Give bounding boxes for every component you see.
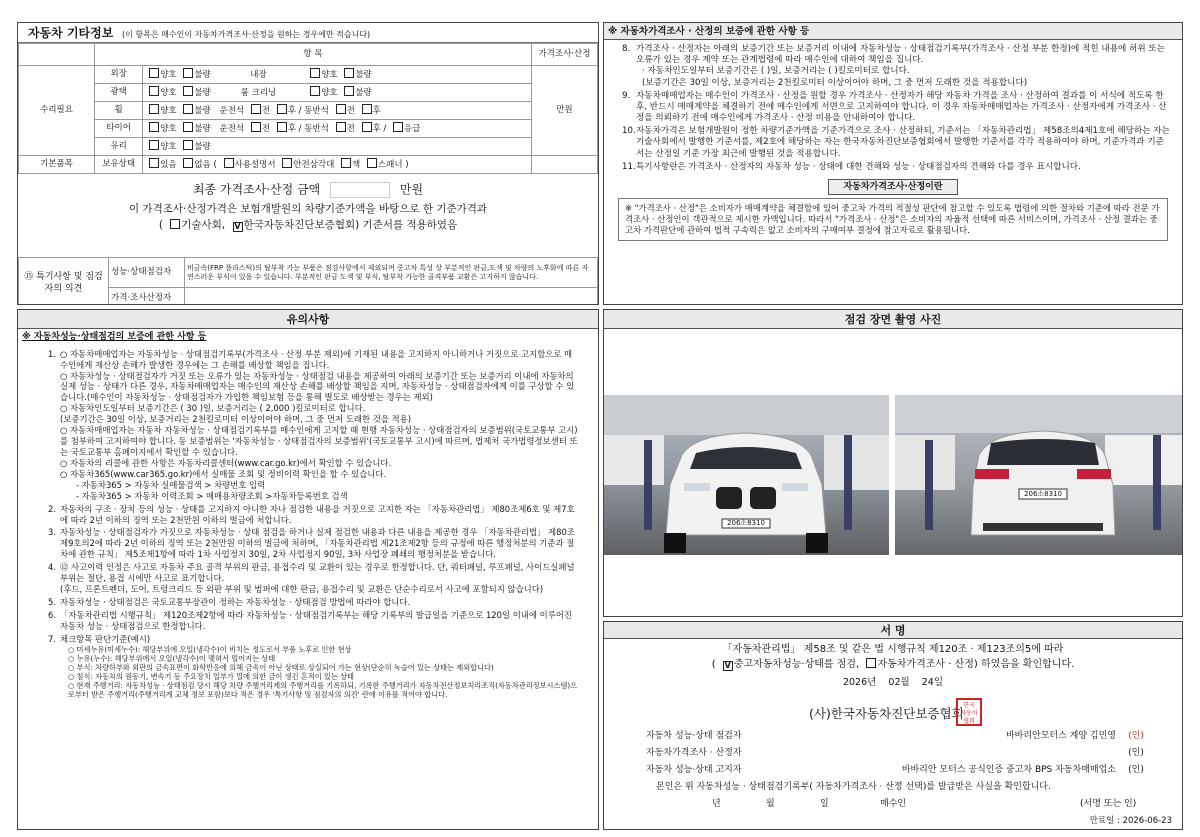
- inspector-label: 성능·상태점검자: [109, 258, 185, 288]
- note-item-3: 3. 자동차성능 · 상태점검자가 거짓으로 자동차성능 · 상태 점검을 하거나 실제 점검한 내용과 다른 내용을 제공한 경우 「자동차관리법」 제80조제9호의2에 따라 2년 이하의 징역 또는 2천만원 이하의 벌금에 처하며, 「자동차관리법 제21조제2항 등의 규정에 따른 행정처분의 기준과 절차에 관한 규칙」 제5조제1항에 따라 1차 사업정지 30일, 2차 사업정지 90일, 3차 사업장 폐쇄의 행정처분을 받습니다.: [48, 527, 575, 560]
- final-amount-row: 최종 가격조사·산정 금액 만원: [192, 182, 424, 197]
- exterior-bad-checkbox[interactable]: [183, 68, 193, 78]
- note-item-4: 4. ⑫ 사고이력 인정은 사고로 자동차 주요 골격 부위의 판금, 용접수리 및 교환이 있는 경우로 한정합니다. 단, 쿼터패널, 루프패널, 사이드실패널 부위는 절단, 용접 시에만 사고로 표기합니다. (후드, 프론트펜더, 도어, 트렁크리드 등 외판 부위 및 범퍼에 대한 판금, 용접수리 및 교환은 단순수리로서 사고에 포함되지 않습니다): [48, 562, 575, 595]
- sign-rows: 자동차 성능·상태 점검자 바바리안모터스 계양 김민영 (인) 자동차가격조사 · 산정자 (인) 자동차 성능·상태 고지자 바바리안 모터스 공식인증 중고차 BPS 자동차매매업소 (인) 본인은 위 자동차성능 · 상태점검기록부( 자동차가격조사 · 산정 선택)를 발급받은 사실을 확인합니다. 년 월 일 매수인 (서명 또는 인): [646, 728, 1166, 813]
- gloss-bad-checkbox[interactable]: [183, 86, 193, 96]
- row-gloss: 광택: [95, 84, 143, 102]
- note-item-5: 5. 자동차성능 · 상태점검은 국토교통부장관이 정하는 자동차성능 · 상태점검 방법에 따라야 합니다.: [48, 596, 411, 607]
- row-exterior: 외장: [95, 66, 143, 84]
- triangle-checkbox[interactable]: [282, 158, 292, 168]
- notes-title: 유의사항: [18, 310, 598, 329]
- price-unit: 만원: [531, 66, 597, 156]
- guarantee-box-text: ※ "가격조사 · 산정"은 소비자가 매매계약을 체결함에 있어 중고차 가격의 적절성 판단에 참고할 수 있도록 법령에 의한 절차와 기준에 따라 전문 가격조사 · 산정인이 객관적으로 제시한 가액입니다. 따라서 "가격조사 · 산정"은 소비자의 자율적 선택에 따른 서비스이며, 가격조사 · 산정 결과는 중고차 가격판단에 관하여 법적 구속력은 없고 소비자의 구매여부 결정에 참고자료로 활용됩니다.: [618, 198, 1168, 241]
- note-item-2: 2. 자동차의 구조 · 장치 등의 성능 · 상태를 고지하지 아니한 자나 점검한 내용을 거짓으로 고지한 자는 「자동차관리법」 제80조제6호 및 제7호에 따라 2년 이하의 징역 또는 2천만원 이하의 벌금에 처합니다.: [48, 503, 575, 525]
- rear-photo: [895, 395, 1183, 555]
- guarantee-panel: [603, 22, 1183, 305]
- interior-bad-checkbox[interactable]: [344, 68, 354, 78]
- front-plate: 206소8310: [727, 519, 765, 527]
- special-notes-table: [18, 257, 598, 305]
- row-glass: 유리: [95, 138, 143, 156]
- holding-label: 보유상태: [95, 156, 143, 174]
- etc-info-subtitle: (이 항목은 매수인이 자동차가격조사·산정을 원하는 경우에만 적습니다): [122, 30, 371, 39]
- etc-info-title: 자동차 기타정보: [28, 26, 114, 40]
- front-photo: [604, 395, 889, 555]
- sign-date: 2026년 02월 24일: [842, 677, 944, 688]
- row-tire: 타이어: [95, 120, 143, 138]
- col-item-header: 항 목: [95, 44, 532, 66]
- guarantee-item-8: 8. 가격조사 · 산정자는 아래의 보증기간 또는 보증거리 이내에 자동차성능 · 상태점검기록부(가격조사 · 산정 부분 한정)에 적힌 내용에 허위 또는 오류가 있는 경우 계약 또는 관계법령에 따라 매수인에 대하여 책임을 집니다. · 자동차인도일부터 보증기간은 ( )일, 보증거리는 ( )킬로미터로 합니다. (보증기간은 30일 이상, 보증거리는 2천킬로미터 이상이어야 하며, 그 중 먼저 도래한 것을 적용합니다): [622, 44, 1165, 88]
- wheel-bad-checkbox[interactable]: [183, 104, 193, 114]
- interior-good-checkbox[interactable]: [310, 68, 320, 78]
- sign-org: (사)한국자동차진단보증협회: [809, 706, 964, 721]
- holding-have-checkbox[interactable]: [149, 158, 159, 168]
- note-item-7: 7. 체크항목 판단기준(예시) ○ 미세누유(미세누수): 해당부위에 오일(냉각수)이 비치는 정도로서 부품 노후로 인한 현상 ○ 누유(누수): 해당부위에서 오일(냉각수)이 맺혀서 떨어지는 상태 ○ 부식: 차량하부와 외판의 금속표면이 화학반응에 의해 금속이 아닌 상태로 상실되어 가는 현상(단순히 녹슬어 있는 상태는 제외합니다) ○ 침식: 자동차의 원동기, 변속기 등 주요장치 일부가 열에 의한 금이 생긴 흔적이 있는 상태 ○ 현재 주행거리: 자동차성능 · 상태점검 당시 해당 차량 주행거리계의 주행거리를 기록하되, 기록한 주행거리가 자동차전산정보처리조직(자동차관리정보시스템)으로부터 받은 주행거리(주행거리계 교체 정보 포함)보다 적은 경우 '특기사항 및 점검자의 의견' 란에 이유를 적어야 합니다.: [48, 634, 580, 699]
- photos-panel: [603, 309, 1183, 617]
- col-price-header: 가격조사·산정: [531, 44, 597, 66]
- price-inspector-label: 가격·조사산정자: [109, 288, 185, 306]
- glass-good-checkbox[interactable]: [149, 140, 159, 150]
- special-label: ⑮ 특기사항 및 점검자의 의견: [19, 258, 109, 306]
- rear-plate: 206소8310: [1024, 490, 1062, 498]
- spanner-checkbox[interactable]: [367, 158, 377, 168]
- sign-law: 「자동차관리법」 제58조 및 같은 법 시행규칙 제120조 · 제123조의5에 따라: [722, 644, 1064, 655]
- final-amount-field[interactable]: [330, 182, 390, 198]
- guarantee-box-title: 자동차가격조사·산정이란: [828, 179, 958, 195]
- tire-bad-checkbox[interactable]: [183, 122, 193, 132]
- wheel-passenger-front-checkbox[interactable]: [336, 104, 346, 114]
- row-room: 룸 크리닝: [240, 87, 277, 98]
- sign-opt2-checkbox[interactable]: [866, 658, 876, 668]
- room-bad-checkbox[interactable]: [344, 86, 354, 96]
- tire-good-checkbox[interactable]: [149, 122, 159, 132]
- glass-bad-checkbox[interactable]: [183, 140, 193, 150]
- guarantee-title: ※ 자동차가격조사 · 산정의 보증에 관한 사항 등: [604, 23, 1182, 40]
- buyer-row: 년 월 일 매수인 (서명 또는 인): [712, 799, 1137, 809]
- guarantee-item-11: 11. 특기사항란은 가격조사 · 산정자의 자동차 성능 · 상태에 대한 견해와 성능 · 상태점검자의 견해와 다를 경우 표시합니다.: [622, 161, 1081, 172]
- criteria-list: ○ 미세누유(미세누수): 해당부위에 오일(냉각수)이 비치는 정도로서 부품 노후로 인한 현상 ○ 누유(누수): 해당부위에서 오일(냉각수)이 맺혀서 떨어지는 상태 ○ 부식: 차량하부와 외판의 금속표면이 화학반응에 의해 금속이 아닌 상태로 상실되어 가는 현상(단순히 녹슬어 있는 상태는 제외합니다) ○ 침식: 자동차의 원동기, 변속기 등 주요장치 일부가 열에 의한 금이 생긴 흔적이 있는 상태 ○ 현재 주행거리: 자동차성능 · 상태점검 당시 해당 차량 주행거리계의 주행거리를 기록하되, 기록한 주행거리가 자동차전산정보처리조직(자동차관리정보시스템)으로부터 받은 주행거리(주행거리계 교체 정보 포함)보다 적은 경우 '특기사항 및 점검자의 의견' 란에 이유를 적어야 합니다.: [68, 644, 578, 699]
- basis-text: 이 가격조사·산정가격은 보험개발원의 차량기준가액을 바탕으로 한 기준가격과: [128, 203, 488, 216]
- tire-driver-rear-checkbox[interactable]: [277, 122, 287, 132]
- tire-emergency-checkbox[interactable]: [393, 122, 403, 132]
- basis-options: ( 기술사회, V 한국자동차진단보증협회) 기준서를 적용하였음: [158, 218, 458, 231]
- wheel-passenger-rear-checkbox[interactable]: [362, 104, 372, 114]
- association-seal: 한국 자동차 협회: [956, 698, 982, 726]
- guarantee-item-9: 9. 자동차매매업자는 매수인이 가격조사 · 산정을 원할 경우 가격조사 · 산정자가 해당 자동차 가격을 조사 · 산정하여 결과를 이 서식에 적도록 한 후, 반드시 매매계약을 체결하기 전에 매수인에게 서면으로 고지하여야 합니다. 이 경우 자동차매매업자는 가격조사 · 산정자에게 가격조사 · 산정을 의뢰하기 전에 매수인에게 가격조사 · 산정 비용을 안내하여야 합니다.: [622, 90, 1167, 124]
- gloss-good-checkbox[interactable]: [149, 86, 159, 96]
- photos-title: 점검 장면 촬영 사진: [604, 310, 1182, 329]
- tire-passenger-front-checkbox[interactable]: [336, 122, 346, 132]
- holding-none-checkbox[interactable]: [183, 158, 193, 168]
- tire-driver-front-checkbox[interactable]: [251, 122, 261, 132]
- row-wheel: 휠: [95, 102, 143, 120]
- inspector-opinion: 비금속(FRP 플라스틱)의 탈부착 가능 부품은 점검사항에서 제외되며 중고차 특성 상 부분적인 판금,도색 및 차량의 노후화에 따른 자연스러운 부식이 있을 수 있습니다. 부분적인 판금 도색 및 부식, 탈부착 가능한 골격부품 교환은 고지하지 않습니다.: [185, 258, 598, 288]
- basic-label: 기본품목: [19, 156, 95, 174]
- jack-checkbox[interactable]: [341, 158, 351, 168]
- notes-subtitle: ※ 자동차성능·상태점검의 보증에 관한 사항 등: [22, 332, 207, 342]
- room-good-checkbox[interactable]: [310, 86, 320, 96]
- notes-list: [18, 347, 598, 699]
- sign-opt1-checkbox[interactable]: V: [724, 661, 731, 670]
- manual-checkbox[interactable]: [224, 158, 234, 168]
- wheel-driver-rear-checkbox[interactable]: [277, 104, 287, 114]
- sign-title: 서 명: [604, 622, 1182, 639]
- note-item-6: 6. 「자동차관리법 시행규칙」 제120조제2항에 따라 자동차성능 · 상태점검기록부는 해당 기록부의 발급일을 기준으로 120일 이내에 이루어진 자동차 성능 · 상태점검으로 한정합니다.: [48, 609, 573, 631]
- notes-panel: [17, 309, 599, 830]
- wheel-good-checkbox[interactable]: [149, 104, 159, 114]
- sign-receipt: 본인은 위 자동차성능 · 상태점검기록부( 자동차가격조사 · 산정 선택)를 발급받은 사실을 확인합니다.: [656, 782, 1051, 792]
- etc-info-panel: [17, 22, 599, 305]
- basis-opt1-checkbox[interactable]: [170, 219, 180, 229]
- tire-passenger-rear-checkbox[interactable]: [362, 122, 372, 132]
- sign-panel: [603, 621, 1183, 830]
- wheel-driver-front-checkbox[interactable]: [251, 104, 261, 114]
- basis-opt2-checkbox[interactable]: V: [234, 221, 241, 231]
- expiry-date: 만료일 : 2026-06-23: [1089, 815, 1172, 826]
- sign-options: ( V 중고자동차성능·상태를 점검, 자동차가격조사 · 산정) 하였음을 확인합니다.: [711, 659, 1075, 670]
- row-interior: 내장: [250, 69, 267, 80]
- guarantee-item-10: 10. 자동차가격은 보험개발원이 정한 차량기준가액을 기준가격으로 조사 · 산정하되, 기준서는 「자동차관리법」 제58조의4제1호에 해당하는 자는 기술사회에서 발행한 기준서를, 제2호에 해당하는 자는 한국자동차진단보증협회에서 발행한 기준서를 각각 적용하여야 하며, 기준가격과 기준서는 산정일 기준 가장 최근에 발행된 것을 적용합니다.: [622, 126, 1170, 159]
- exterior-good-checkbox[interactable]: [149, 68, 159, 78]
- etc-info-table: 항 목 가격조사·산정 수리필요 외장 양호 불량 내장 양호 불량 만원 광택 양호 불량 룸 크리닝 양호 불량 휠 양호 불량 운전석 전 후 / 동반석 전 후 타이어 양호 불량 운전석 전 후 / 동반석 전 후 / 응급 유리 양호 불량 기본품목 보유상태 있음 없음 ( 사용설명서 안전삼각대 잭 스패너 ): [18, 43, 598, 174]
- note-item-1: 1. ○ 자동차매매업자는 자동차성능 · 상태점검기록부(가격조사 · 산정 부분 제외)에 기재된 내용을 고지하지 아니하거나 거짓으로 고지함으로 매수인에게 재산상 손해가 발생한 경우에는 그 손해를 배상할 책임을 집니다. ○ 자동차성능 · 상태점검자가 거짓 또는 오류가 있는 자동차성능 · 상태점검 내용을 제공하여 아래의 보증기간 또는 보증거리 이내에 자동차의 실제 성능 · 상태가 다른 경우, 자동차매매업자는 매수인의 재산상 손해를 배상할 책임을 지며, 자동차성능 · 상태점검자에게 이를 구상할 수 있습니다.(매수인이 자동차성능 · 상태점검자가 가입한 책임보험 등을 통해 별도로 배상받는 경우는 제외) ○ 자동차인도일부터 보증기간은 ( 30 )일, 보증거리는 ( 2,000 )킬로미터로 합니다. (보증기간은 30일 이상, 보증거리는 2천킬로미터 이상이어야 하며, 그 중 먼저 도래한 것을 적용) ○ 자동차매매업자는 자동차 자동차성능 · 상태점검기록부를 매수인에게 고지할 때 현행 자동차성능 · 상태점검자의 보증범위(국토교통부 고시)를 첨부하여 고지하여야 합니다. 동 보증범위는 '자동차성능 · 상태점검자의 보증범위'(국토교통부 고시)에 따르며, 법제처 국가법령정보센터 또는 국토교통부 홈페이지에서 확인할 수 있습니다. ○ 자동차의 리콜에 관한 사항은 자동차리콜센터(www.car.go.kr)에서 확인할 수 있습니다. ○ 자동차365(www.car365.go.kr)에서 실매물 조회 및 정비이력 확인을 할 수 있습니다. - 자동차365 > 자동차 실매물검색 > 차량번호 입력 - 자동차365 > 자동차 이력조회 > 매매용차량조회 >자동차등록번호 검색: [48, 348, 578, 501]
- final-amount-label: 최종 가격조사·산정 금액: [192, 182, 321, 197]
- repair-label: 수리필요: [19, 66, 95, 156]
